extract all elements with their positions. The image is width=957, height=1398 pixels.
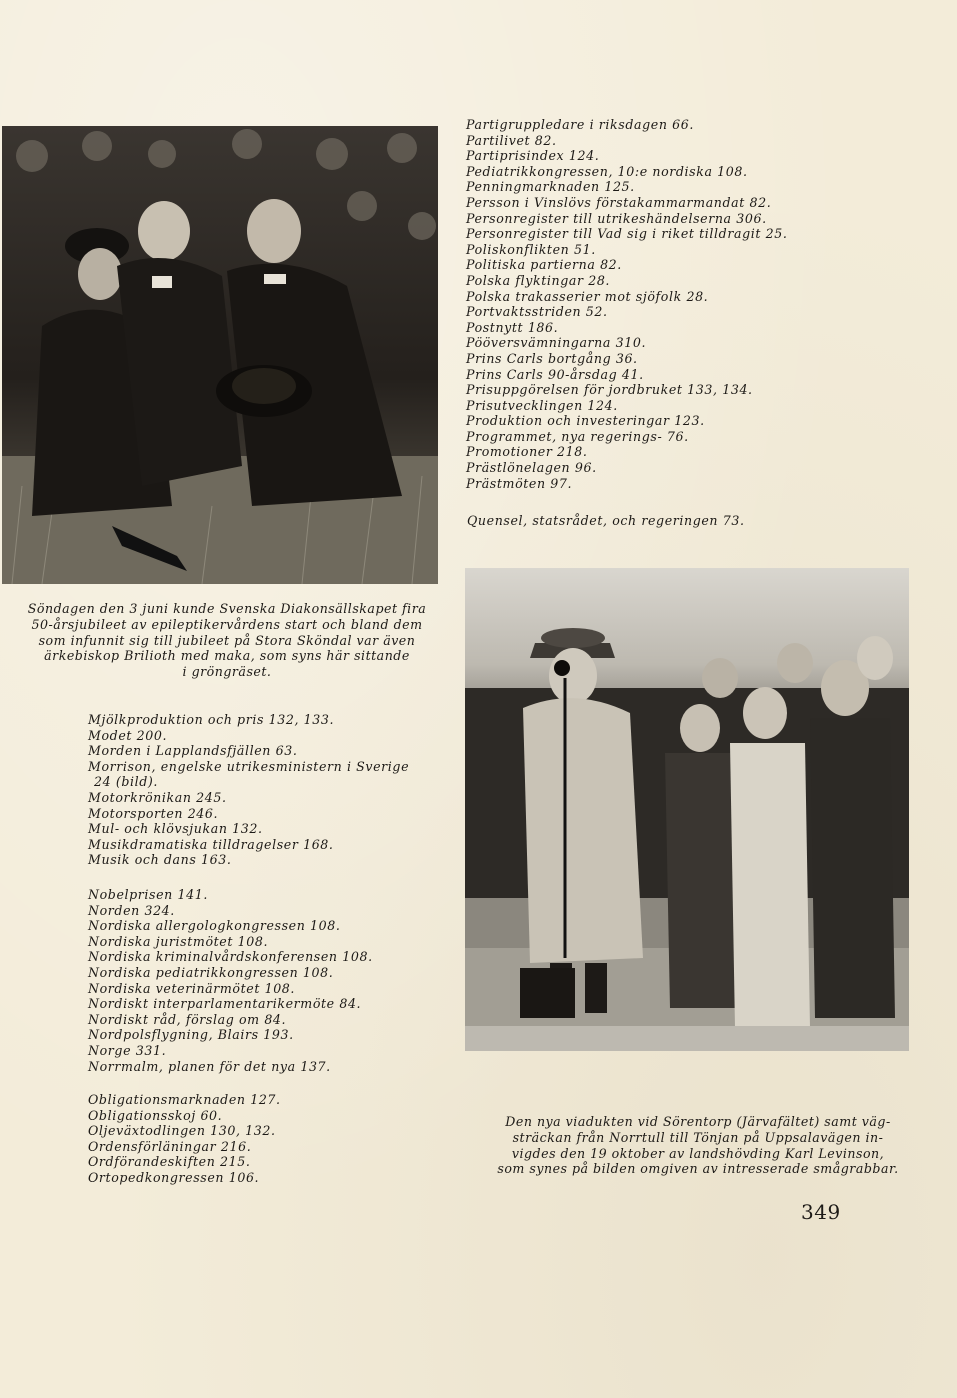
index-entry: Promotioner 218. (466, 444, 588, 460)
index-entry: Polska flyktingar 28. (466, 272, 611, 288)
index-entry: Mjölkproduktion och pris 132, 133. (88, 712, 335, 727)
index-entry: Nordiska veterinärmötet 108. (88, 980, 296, 996)
index-entry: Polska trakasserier mot sjöfolk 28. (466, 288, 709, 304)
index-entry: Morrison, engelske utrikesministern i Sverige (88, 758, 410, 774)
index-entry: Pööversvämningarna 310. (466, 335, 647, 351)
index-entry: Modet 200. (88, 727, 168, 743)
index-entry: Portvaktsstriden 52. (466, 304, 608, 320)
index-entry: Ortopedkongressen 106. (88, 1169, 260, 1185)
photo-governor-speaking (465, 568, 909, 1051)
index-entry: Prins Carls 90-årsdag 41. (466, 366, 644, 382)
index-entry: Motorsporten 246. (88, 805, 219, 821)
index-entry: Ordensförläningar 216. (88, 1138, 252, 1154)
caption-line: sträckan från Norrtull till Tönjan på Uppsalavägen in- (512, 1129, 884, 1145)
index-entry: Ordförandeskiften 215. (88, 1154, 251, 1170)
index-entry: Nordiska allergologkongressen 108. (88, 918, 341, 934)
index-column-n (88, 887, 458, 1074)
index-entry: Nordiska kriminalvårdskonferensen 108. (88, 949, 373, 965)
index-entry: Norden 324. (88, 902, 175, 918)
photo-archbishop-seated (2, 126, 438, 584)
index-column-o (88, 1092, 458, 1186)
caption-line: i gröngräset. (182, 664, 272, 680)
page-number: 349 (801, 1200, 841, 1224)
index-entry: Pediatrikkongressen, 10:e nordiska 108. (466, 163, 748, 179)
index-entry: Partiprisindex 124. (466, 148, 600, 164)
index-entry: Persson i Vinslövs förstakammarmandat 82. (466, 194, 772, 210)
index-entry: Prisutvecklingen 124. (466, 397, 618, 413)
index-entry: Programmet, nya regerings- 76. (466, 428, 689, 444)
caption-line: som synes på bilden omgiven av intresserade smågrabbar. (497, 1161, 899, 1177)
index-entry: 24 (bild). (94, 774, 159, 790)
index-entry: Motorkrönikan 245. (88, 789, 227, 805)
index-entry: Norrmalm, planen för det nya 137. (88, 1058, 331, 1074)
index-entry: Morden i Lapplandsfjällen 63. (88, 743, 298, 759)
index-entry: Mul- och klövsjukan 132. (88, 821, 263, 837)
index-entry: Prins Carls bortgång 36. (466, 350, 638, 366)
index-entry: Nordiskt interparlamentarikermöte 84. (88, 996, 362, 1012)
index-entry: Partilivet 82. (466, 132, 557, 148)
index-entry: Musik och dans 163. (88, 852, 232, 868)
index-entry: Obligationsmarknaden 127. (88, 1092, 281, 1107)
index-entry: Prästlönelagen 96. (466, 460, 597, 476)
photo-archbishop-icon (2, 126, 438, 584)
caption-line: ärkebiskop Brilioth med maka, som syns här sittande (44, 648, 410, 664)
index-entry: Poliskonflikten 51. (466, 241, 596, 257)
index-entry: Penningmarknaden 125. (466, 179, 635, 195)
caption-line: Söndagen den 3 juni kunde Svenska Diakonsällskapet fira (27, 601, 427, 616)
index-entry: Nobelprisen 141. (88, 887, 208, 902)
index-entry: Politiska partierna 82. (466, 257, 622, 273)
photo-governor-icon (465, 568, 909, 1051)
photo-caption-top (7, 601, 447, 680)
index-entry: Nordiska pediatrikkongressen 108. (88, 964, 334, 980)
index-entry: Oljeväxtodlingen 130, 132. (88, 1123, 276, 1139)
caption-line: som infunnit sig till jubileet på Stora Sköndal var även (38, 632, 416, 648)
photo-caption-bottom (478, 1114, 918, 1177)
index-entry: Obligationsskoj 60. (88, 1107, 223, 1123)
index-entry: Nordiska juristmötet 108. (88, 933, 269, 949)
index-entry: Personregister till Vad sig i riket tilldragit 25. (466, 226, 788, 242)
index-entry: Personregister till utrikeshändelserna 306. (466, 210, 767, 226)
index-entry-quensel: Quensel, statsrådet, och regeringen 73. (467, 513, 745, 528)
index-entry: Prisuppgörelsen för jordbruket 133, 134. (466, 382, 753, 398)
index-column-m (88, 712, 458, 868)
caption-line: vigdes den 19 oktober av landshövding Karl Levinson, (511, 1145, 885, 1161)
index-entry: Nordpolsflygning, Blairs 193. (88, 1027, 294, 1043)
index-entry: Postnytt 186. (466, 319, 559, 335)
index-column-p (466, 117, 936, 491)
index-entry: Norge 331. (88, 1042, 167, 1058)
index-entry: Prästmöten 97. (466, 475, 573, 491)
index-entry: Nordiskt råd, förslag om 84. (88, 1011, 287, 1027)
index-entry: Partigruppledare i riksdagen 66. (466, 117, 694, 132)
caption-line: 50-årsjubileet av epileptikervårdens start och bland dem (31, 616, 423, 632)
index-entry: Musikdramatiska tilldragelser 168. (88, 836, 334, 852)
index-entry: Produktion och investeringar 123. (466, 413, 705, 429)
caption-line: Den nya viadukten vid Sörentorp (Järvafältet) samt väg- (505, 1114, 891, 1129)
